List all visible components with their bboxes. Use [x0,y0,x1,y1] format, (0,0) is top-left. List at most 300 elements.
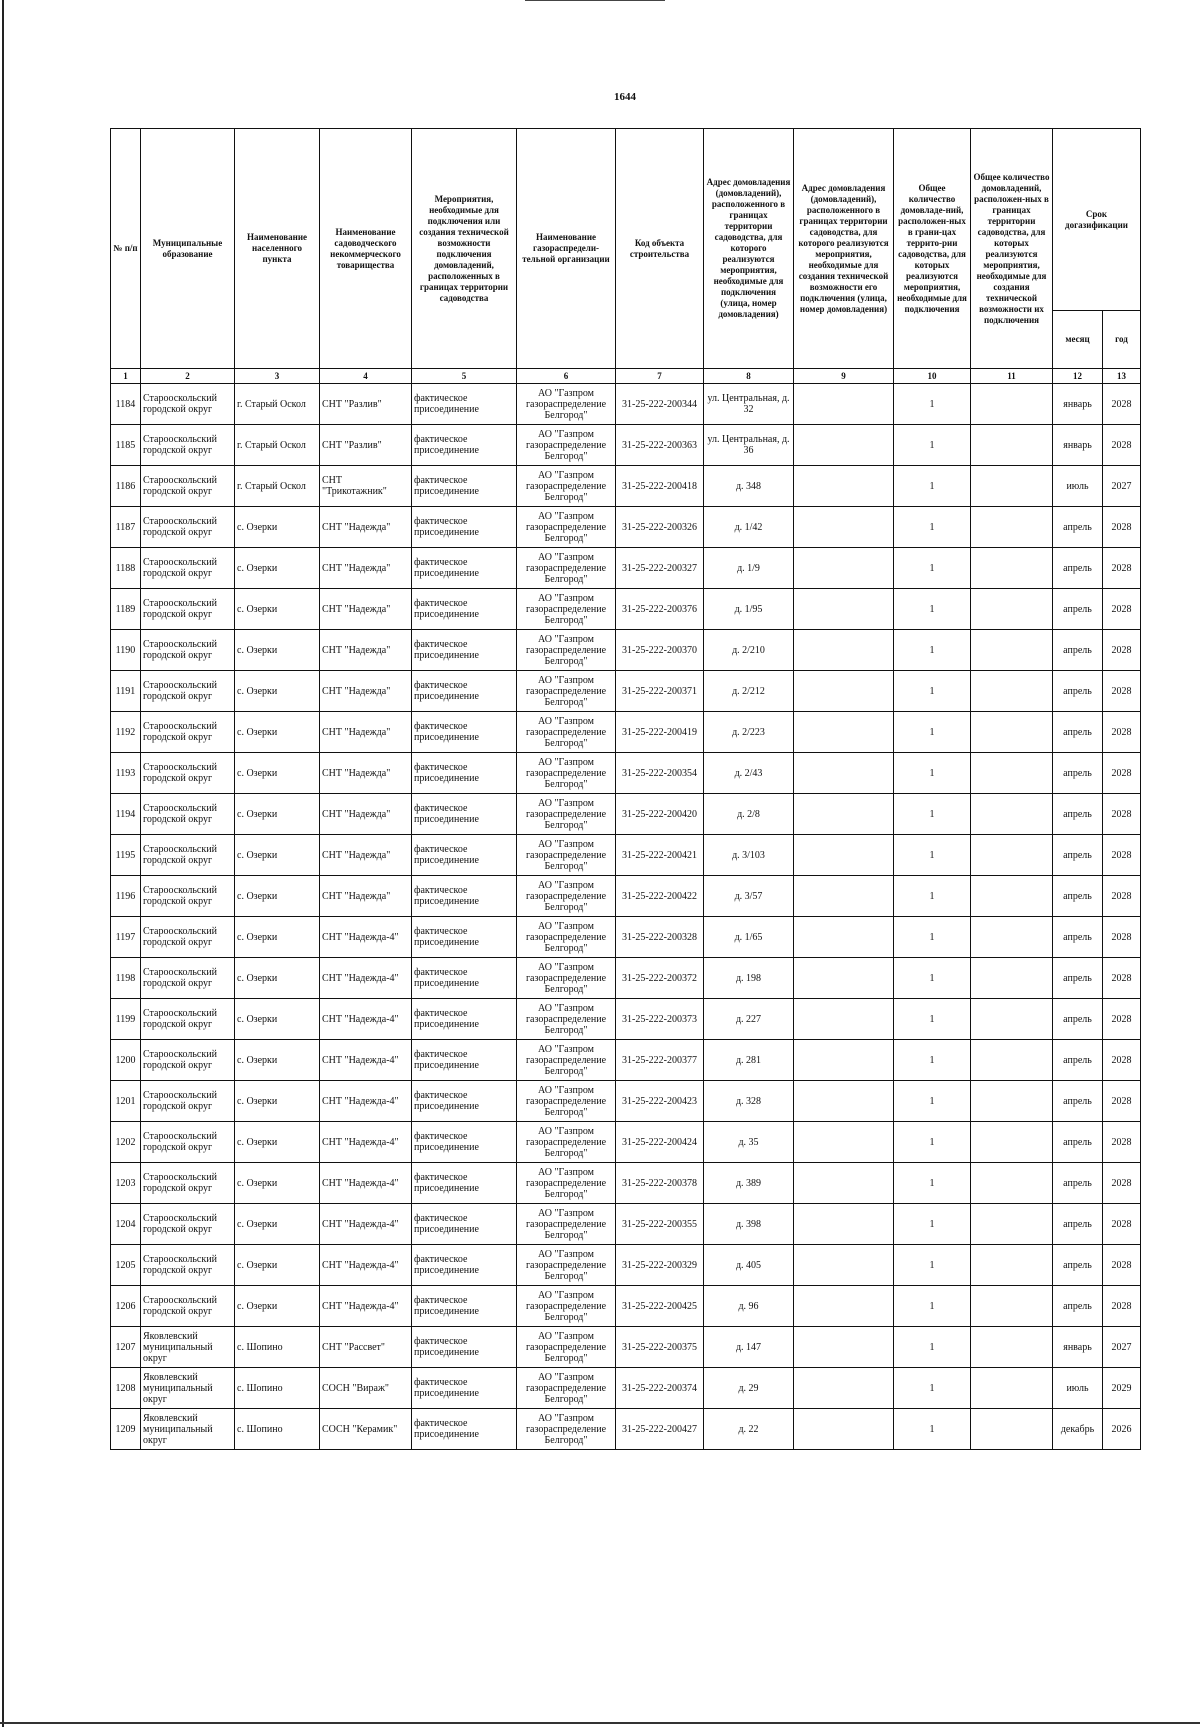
settlement-cell: г. Старый Оскол [235,384,320,425]
municipal-cell: Старооскольский городской округ [141,589,235,630]
object-code-cell: 31-25-222-200422 [616,876,704,917]
settlement-cell: с. Озерки [235,1081,320,1122]
municipal-cell: Старооскольский городской округ [141,1081,235,1122]
column-number: 1 [111,369,141,384]
row-number: 1201 [111,1081,141,1122]
count-tech-cell [971,548,1053,589]
count-cell: 1 [894,999,971,1040]
gas-org-cell: АО "Газпром газораспределение Белгород" [517,630,616,671]
month-cell: апрель [1053,1204,1103,1245]
address-tech-cell [794,958,894,999]
measure-cell: фактическое присоединение [412,1409,517,1450]
table-row [111,1163,1141,1204]
municipal-cell: Яковлевский муниципальный округ [141,1409,235,1450]
count-cell: 1 [894,507,971,548]
address-tech-cell [794,548,894,589]
gas-org-cell: АО "Газпром газораспределение Белгород" [517,1327,616,1368]
address-cell: д. 22 [704,1409,794,1450]
table-row [111,1409,1141,1450]
month-cell: апрель [1053,794,1103,835]
year-cell: 2028 [1103,671,1141,712]
partnership-cell: СНТ "Надежда-4" [320,1286,412,1327]
count-tech-cell [971,1327,1053,1368]
settlement-cell: с. Озерки [235,1163,320,1204]
month-cell: апрель [1053,753,1103,794]
gas-org-cell: АО "Газпром газораспределение Белгород" [517,466,616,507]
count-tech-cell [971,958,1053,999]
count-tech-cell [971,1163,1053,1204]
year-cell: 2028 [1103,1163,1141,1204]
month-cell: апрель [1053,548,1103,589]
month-cell: апрель [1053,1081,1103,1122]
column-number: 7 [616,369,704,384]
table-row [111,1286,1141,1327]
partnership-cell: СНТ "Надежда" [320,671,412,712]
settlement-cell: с. Озерки [235,794,320,835]
address-tech-cell [794,507,894,548]
address-tech-cell [794,876,894,917]
measure-cell: фактическое присоединение [412,835,517,876]
measure-cell: фактическое присоединение [412,753,517,794]
partnership-cell: СОСН "Вираж" [320,1368,412,1409]
gas-org-cell: АО "Газпром газораспределение Белгород" [517,1286,616,1327]
count-tech-cell [971,671,1053,712]
address-tech-cell [794,589,894,630]
column-number: 13 [1103,369,1141,384]
month-cell: апрель [1053,1163,1103,1204]
partnership-cell: СНТ "Надежда-4" [320,1204,412,1245]
year-cell: 2028 [1103,1286,1141,1327]
row-number: 1199 [111,999,141,1040]
table-row [111,794,1141,835]
measure-cell: фактическое присоединение [412,384,517,425]
municipal-cell: Старооскольский городской округ [141,425,235,466]
year-cell: 2028 [1103,958,1141,999]
municipal-cell: Старооскольский городской округ [141,958,235,999]
settlement-cell: с. Озерки [235,835,320,876]
object-code-cell: 31-25-222-200370 [616,630,704,671]
gas-org-cell: АО "Газпром газораспределение Белгород" [517,1409,616,1450]
partnership-cell: СНТ "Надежда-4" [320,917,412,958]
address-tech-cell [794,794,894,835]
row-number: 1189 [111,589,141,630]
gas-org-cell: АО "Газпром газораспределение Белгород" [517,1081,616,1122]
count-tech-cell [971,1204,1053,1245]
partnership-cell: СНТ "Трикотажник" [320,466,412,507]
object-code-cell: 31-25-222-200372 [616,958,704,999]
count-cell: 1 [894,1163,971,1204]
count-cell: 1 [894,1204,971,1245]
header-settlement: Наименование населенного пункта [235,129,320,369]
table-row [111,1368,1141,1409]
address-cell: д. 3/103 [704,835,794,876]
address-cell: д. 2/8 [704,794,794,835]
row-number: 1187 [111,507,141,548]
object-code-cell: 31-25-222-200328 [616,917,704,958]
address-cell: д. 389 [704,1163,794,1204]
measure-cell: фактическое присоединение [412,1245,517,1286]
settlement-cell: с. Шопино [235,1409,320,1450]
column-number: 2 [141,369,235,384]
header-count-main: Общее количество домовладе-ний, расположен-ных в грани-цах террито-рии садоводства, для которых реализуются мероприятия, необходимые для подключения [894,129,971,369]
table-row [111,999,1141,1040]
municipal-cell: Старооскольский городской округ [141,466,235,507]
header-address-tech: Адрес домовладения (домовладений), расположенного в границах территории садоводства, для которого реализуются мероприятия, необходимые для создания технической возможности его подключения (улица, номер домовладения) [794,129,894,369]
table-row [111,917,1141,958]
settlement-cell: с. Озерки [235,589,320,630]
object-code-cell: 31-25-222-200373 [616,999,704,1040]
count-cell: 1 [894,466,971,507]
measure-cell: фактическое присоединение [412,589,517,630]
month-cell: апрель [1053,1245,1103,1286]
address-cell: д. 96 [704,1286,794,1327]
address-tech-cell [794,1204,894,1245]
count-cell: 1 [894,917,971,958]
column-number: 8 [704,369,794,384]
count-tech-cell [971,753,1053,794]
address-cell: ул. Центральная, д. 32 [704,384,794,425]
row-number: 1207 [111,1327,141,1368]
row-number: 1195 [111,835,141,876]
table-body [111,384,1141,1450]
gasification-table [110,128,1141,1450]
page-number: 1644 [614,91,636,103]
address-tech-cell [794,1163,894,1204]
count-cell: 1 [894,835,971,876]
address-tech-cell [794,999,894,1040]
address-cell: д. 328 [704,1081,794,1122]
partnership-cell: СНТ "Надежда" [320,630,412,671]
settlement-cell: с. Озерки [235,958,320,999]
table-row [111,425,1141,466]
municipal-cell: Яковлевский муниципальный округ [141,1368,235,1409]
column-number: 3 [235,369,320,384]
settlement-cell: г. Старый Оскол [235,466,320,507]
row-number: 1192 [111,712,141,753]
measure-cell: фактическое присоединение [412,1081,517,1122]
year-cell: 2026 [1103,1409,1141,1450]
municipal-cell: Старооскольский городской округ [141,1286,235,1327]
partnership-cell: СНТ "Надежда-4" [320,1122,412,1163]
row-number: 1200 [111,1040,141,1081]
row-number: 1198 [111,958,141,999]
column-number: 6 [517,369,616,384]
count-cell: 1 [894,671,971,712]
count-cell: 1 [894,630,971,671]
partnership-cell: СНТ "Надежда-4" [320,1163,412,1204]
row-number: 1202 [111,1122,141,1163]
object-code-cell: 31-25-222-200427 [616,1409,704,1450]
settlement-cell: с. Шопино [235,1368,320,1409]
gas-org-cell: АО "Газпром газораспределение Белгород" [517,548,616,589]
year-cell: 2028 [1103,753,1141,794]
count-cell: 1 [894,958,971,999]
municipal-cell: Старооскольский городской округ [141,1245,235,1286]
gas-org-cell: АО "Газпром газораспределение Белгород" [517,958,616,999]
address-tech-cell [794,630,894,671]
year-cell: 2028 [1103,1204,1141,1245]
object-code-cell: 31-25-222-200326 [616,507,704,548]
table-row [111,876,1141,917]
settlement-cell: с. Озерки [235,999,320,1040]
year-cell: 2028 [1103,425,1141,466]
address-tech-cell [794,466,894,507]
table-row [111,671,1141,712]
table-row [111,1245,1141,1286]
month-cell: апрель [1053,589,1103,630]
header-municipal: Муниципальные образование [141,129,235,369]
row-number: 1206 [111,1286,141,1327]
gas-org-cell: АО "Газпром газораспределение Белгород" [517,1245,616,1286]
year-cell: 2027 [1103,466,1141,507]
table-row [111,589,1141,630]
count-tech-cell [971,1286,1053,1327]
address-cell: д. 2/210 [704,630,794,671]
month-cell: апрель [1053,1286,1103,1327]
municipal-cell: Старооскольский городской округ [141,753,235,794]
address-tech-cell [794,1409,894,1450]
count-tech-cell [971,589,1053,630]
header-year: год [1103,311,1141,369]
row-number: 1197 [111,917,141,958]
header-partnership: Наименование садоводческого некоммерческого товарищества [320,129,412,369]
gas-org-cell: АО "Газпром газораспределение Белгород" [517,835,616,876]
row-number: 1209 [111,1409,141,1450]
count-cell: 1 [894,425,971,466]
partnership-cell: СНТ "Надежда-4" [320,1040,412,1081]
municipal-cell: Старооскольский городской округ [141,630,235,671]
table-row [111,548,1141,589]
partnership-cell: СНТ "Надежда" [320,835,412,876]
address-tech-cell [794,425,894,466]
municipal-cell: Старооскольский городской округ [141,1040,235,1081]
address-cell: д. 2/212 [704,671,794,712]
address-tech-cell [794,1081,894,1122]
address-cell: д. 198 [704,958,794,999]
year-cell: 2028 [1103,1040,1141,1081]
partnership-cell: СНТ "Надежда-4" [320,999,412,1040]
count-tech-cell [971,1409,1053,1450]
object-code-cell: 31-25-222-200418 [616,466,704,507]
object-code-cell: 31-25-222-200374 [616,1368,704,1409]
row-number: 1193 [111,753,141,794]
measure-cell: фактическое присоединение [412,917,517,958]
month-cell: апрель [1053,712,1103,753]
address-tech-cell [794,671,894,712]
municipal-cell: Старооскольский городской округ [141,671,235,712]
measure-cell: фактическое присоединение [412,548,517,589]
count-tech-cell [971,384,1053,425]
count-cell: 1 [894,1286,971,1327]
address-cell: д. 348 [704,466,794,507]
address-cell: д. 405 [704,1245,794,1286]
table-row [111,958,1141,999]
count-tech-cell [971,1245,1053,1286]
object-code-cell: 31-25-222-200421 [616,835,704,876]
table-header [111,129,1141,384]
gas-org-cell: АО "Газпром газораспределение Белгород" [517,794,616,835]
month-cell: январь [1053,425,1103,466]
object-code-cell: 31-25-222-200377 [616,1040,704,1081]
month-cell: апрель [1053,671,1103,712]
year-cell: 2029 [1103,1368,1141,1409]
gas-org-cell: АО "Газпром газораспределение Белгород" [517,1122,616,1163]
measure-cell: фактическое присоединение [412,1286,517,1327]
table-row [111,1122,1141,1163]
count-cell: 1 [894,1409,971,1450]
address-cell: д. 1/95 [704,589,794,630]
bottom-rule [0,1722,1200,1724]
object-code-cell: 31-25-222-200423 [616,1081,704,1122]
row-number: 1191 [111,671,141,712]
count-cell: 1 [894,1368,971,1409]
address-tech-cell [794,1040,894,1081]
year-cell: 2028 [1103,835,1141,876]
count-tech-cell [971,1122,1053,1163]
row-number: 1203 [111,1163,141,1204]
top-rule [525,0,665,1]
month-cell: апрель [1053,1122,1103,1163]
object-code-cell: 31-25-222-200425 [616,1286,704,1327]
object-code-cell: 31-25-222-200363 [616,425,704,466]
column-number: 11 [971,369,1053,384]
count-tech-cell [971,712,1053,753]
measure-cell: фактическое присоединение [412,1368,517,1409]
month-cell: апрель [1053,507,1103,548]
table-row [111,712,1141,753]
partnership-cell: СНТ "Надежда" [320,712,412,753]
settlement-cell: с. Озерки [235,1122,320,1163]
measure-cell: фактическое присоединение [412,999,517,1040]
address-cell: д. 3/57 [704,876,794,917]
count-tech-cell [971,1040,1053,1081]
partnership-cell: СНТ "Разлив" [320,425,412,466]
header-measures: Мероприятия, необходимые для подключения или создания технической возможности подключения домовладений, расположенных в границах территории садоводства [412,129,517,369]
column-number: 12 [1053,369,1103,384]
settlement-cell: с. Озерки [235,1040,320,1081]
year-cell: 2028 [1103,1081,1141,1122]
address-cell: д. 281 [704,1040,794,1081]
partnership-cell: СНТ "Разлив" [320,384,412,425]
gas-org-cell: АО "Газпром газораспределение Белгород" [517,1040,616,1081]
row-number: 1188 [111,548,141,589]
address-cell: д. 1/42 [704,507,794,548]
measure-cell: фактическое присоединение [412,671,517,712]
count-tech-cell [971,835,1053,876]
count-cell: 1 [894,548,971,589]
partnership-cell: СНТ "Надежда" [320,548,412,589]
month-cell: декабрь [1053,1409,1103,1450]
year-cell: 2028 [1103,794,1141,835]
count-cell: 1 [894,1245,971,1286]
partnership-cell: СНТ "Надежда" [320,589,412,630]
measure-cell: фактическое присоединение [412,794,517,835]
settlement-cell: с. Озерки [235,1245,320,1286]
object-code-cell: 31-25-222-200424 [616,1122,704,1163]
address-cell: д. 398 [704,1204,794,1245]
count-cell: 1 [894,589,971,630]
municipal-cell: Старооскольский городской округ [141,1204,235,1245]
count-tech-cell [971,630,1053,671]
address-cell: д. 1/65 [704,917,794,958]
count-cell: 1 [894,1040,971,1081]
row-number: 1186 [111,466,141,507]
count-tech-cell [971,425,1053,466]
row-number: 1196 [111,876,141,917]
month-cell: апрель [1053,1040,1103,1081]
table-row [111,1040,1141,1081]
count-cell: 1 [894,1081,971,1122]
address-tech-cell [794,753,894,794]
address-tech-cell [794,712,894,753]
header-address-main: Адрес домовладения (домовладений), расположенного в границах территории садоводства, для которого реализуются мероприятия, необходимые для подключения (улица, номер домовладения) [704,129,794,369]
object-code-cell: 31-25-222-200420 [616,794,704,835]
month-cell: июль [1053,466,1103,507]
partnership-cell: СНТ "Надежда" [320,507,412,548]
settlement-cell: г. Старый Оскол [235,425,320,466]
count-cell: 1 [894,876,971,917]
table-row [111,753,1141,794]
address-cell: д. 29 [704,1368,794,1409]
column-number: 4 [320,369,412,384]
object-code-cell: 31-25-222-200329 [616,1245,704,1286]
table-row [111,507,1141,548]
address-tech-cell [794,917,894,958]
header-object-code: Код объекта строительства [616,129,704,369]
year-cell: 2028 [1103,712,1141,753]
settlement-cell: с. Озерки [235,876,320,917]
municipal-cell: Старооскольский городской округ [141,794,235,835]
measure-cell: фактическое присоединение [412,425,517,466]
municipal-cell: Старооскольский городской округ [141,384,235,425]
settlement-cell: с. Озерки [235,917,320,958]
measure-cell: фактическое присоединение [412,1327,517,1368]
object-code-cell: 31-25-222-200355 [616,1204,704,1245]
municipal-cell: Старооскольский городской округ [141,835,235,876]
year-cell: 2028 [1103,1122,1141,1163]
header-n: № п/п [111,129,141,369]
left-margin-rule [2,0,4,1727]
column-number: 5 [412,369,517,384]
count-tech-cell [971,794,1053,835]
header-term: Срок догазификации [1053,129,1141,311]
address-tech-cell [794,1122,894,1163]
object-code-cell: 31-25-222-200378 [616,1163,704,1204]
municipal-cell: Яковлевский муниципальный округ [141,1327,235,1368]
table-row [111,1081,1141,1122]
month-cell: апрель [1053,835,1103,876]
measure-cell: фактическое присоединение [412,958,517,999]
month-cell: апрель [1053,917,1103,958]
measure-cell: фактическое присоединение [412,466,517,507]
table-row [111,835,1141,876]
address-cell: д. 2/43 [704,753,794,794]
month-cell: январь [1053,1327,1103,1368]
column-number: 9 [794,369,894,384]
measure-cell: фактическое присоединение [412,1122,517,1163]
address-cell: д. 227 [704,999,794,1040]
gas-org-cell: АО "Газпром газораспределение Белгород" [517,589,616,630]
column-number: 10 [894,369,971,384]
month-cell: апрель [1053,958,1103,999]
header-month: месяц [1053,311,1103,369]
count-tech-cell [971,507,1053,548]
settlement-cell: с. Озерки [235,1204,320,1245]
count-tech-cell [971,1081,1053,1122]
partnership-cell: СНТ "Надежда" [320,794,412,835]
address-cell: д. 2/223 [704,712,794,753]
count-cell: 1 [894,712,971,753]
